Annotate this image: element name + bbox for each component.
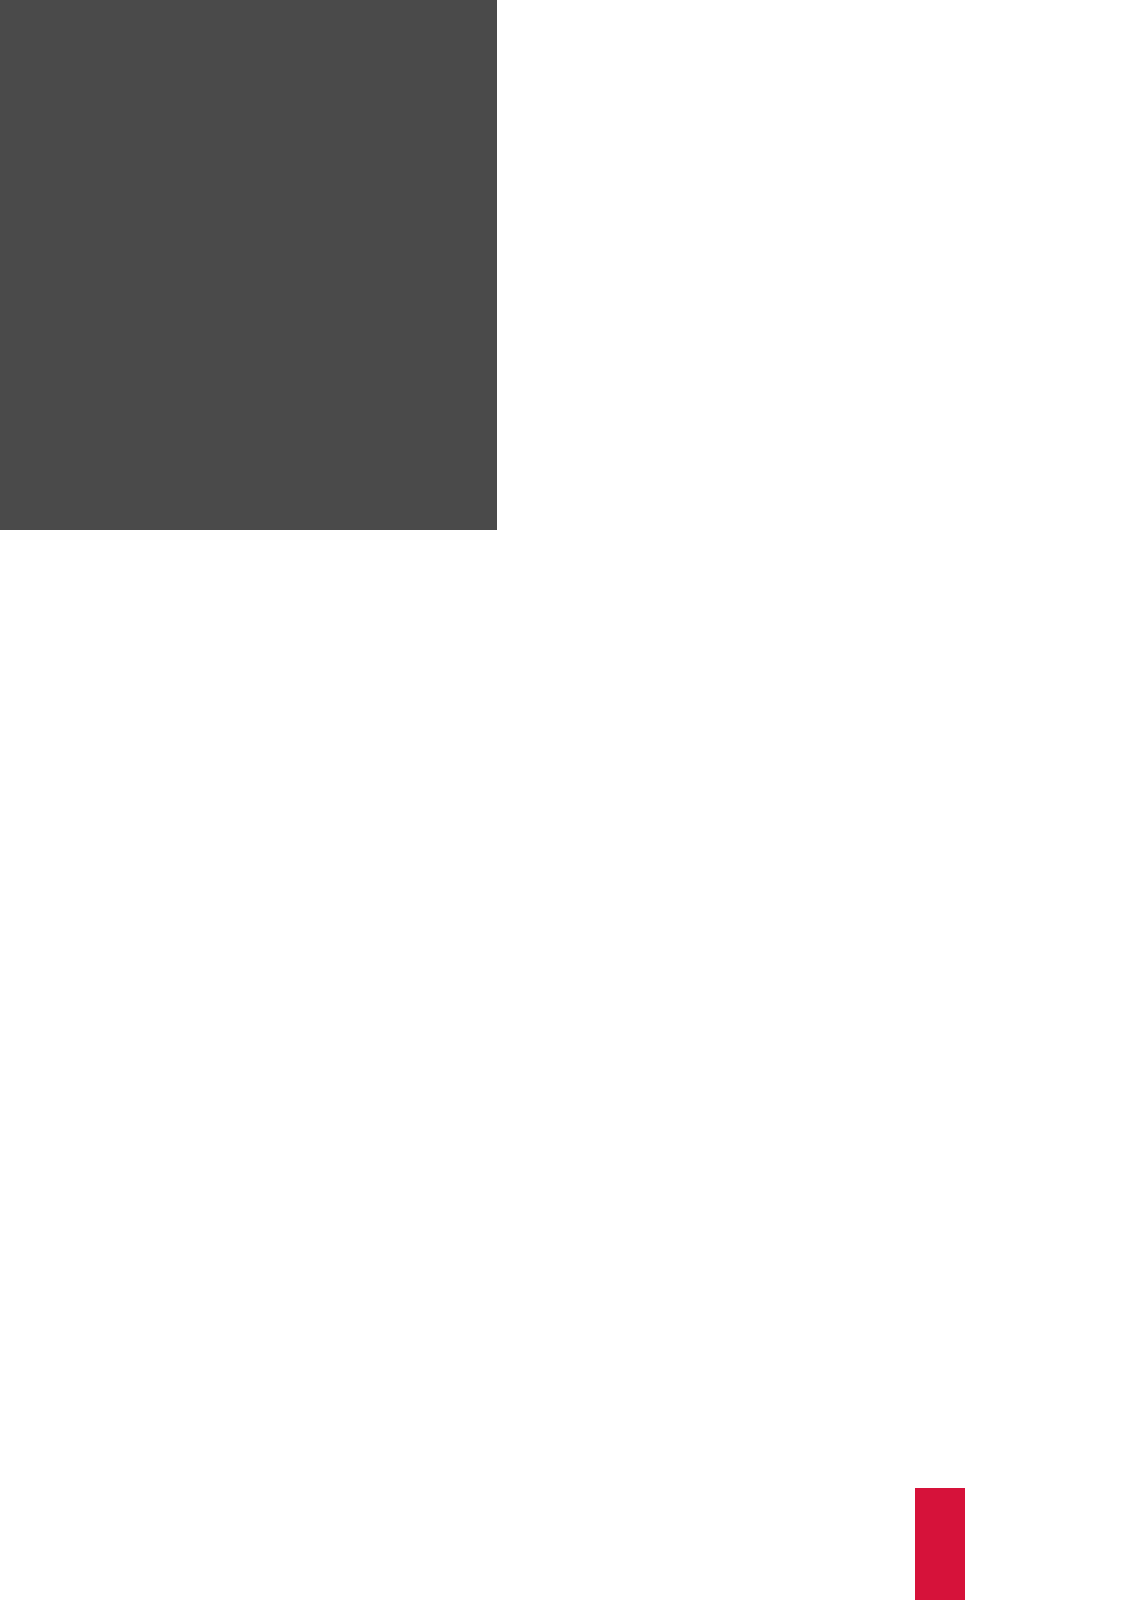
germany-map — [680, 780, 1120, 1460]
current-page-marker — [915, 1488, 965, 1600]
team-photo — [0, 0, 497, 530]
